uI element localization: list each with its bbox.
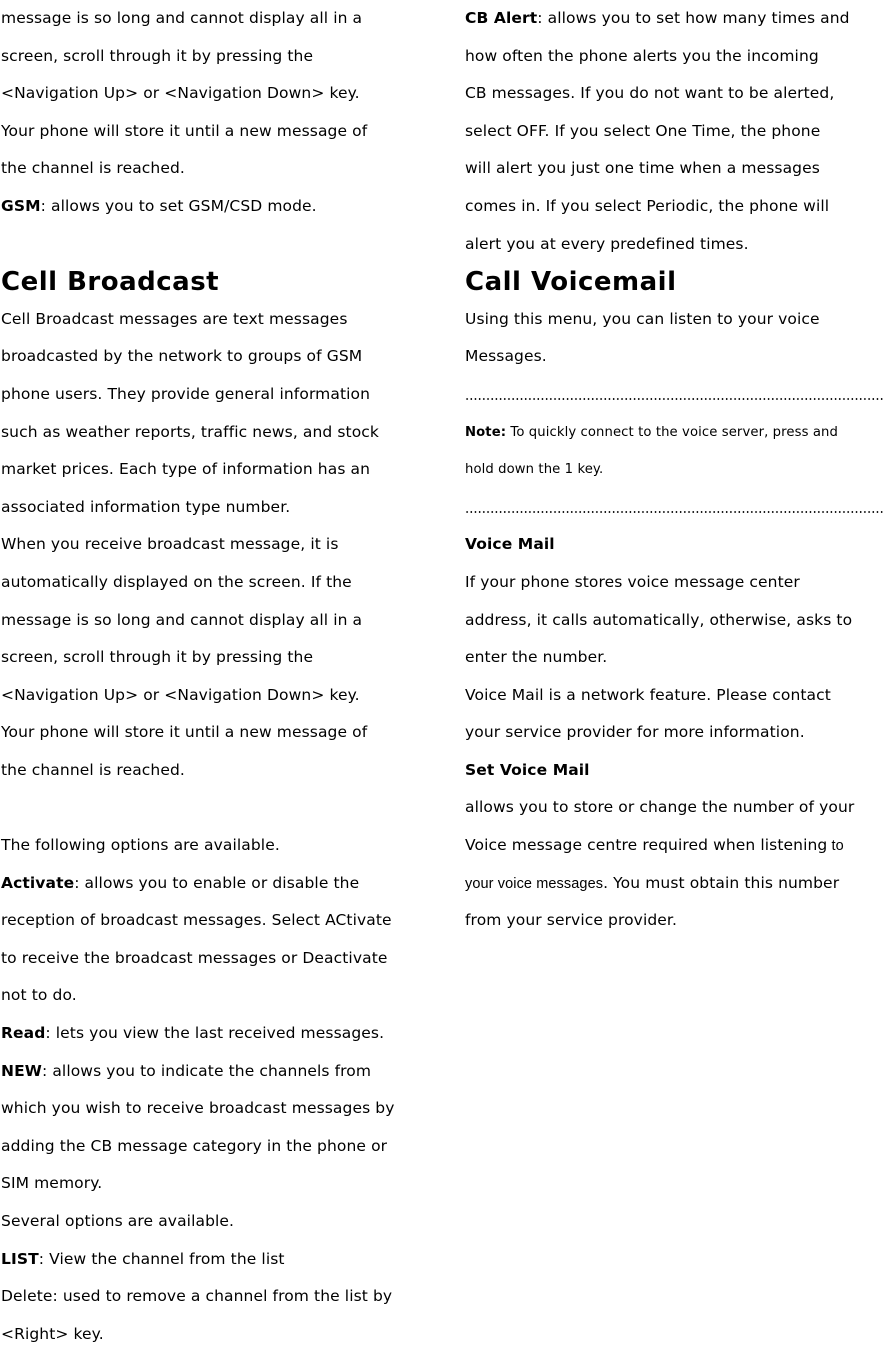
body-line: <Navigation Up> or <Navigation Down> key. [1,685,360,704]
body-line: such as weather reports, traffic news, and stock [1,422,379,441]
body-line: Your phone will store it until a new message of [1,121,368,140]
gsm-line [1,188,431,226]
cell-broadcast-heading: Cell Broadcast [1,267,220,298]
set-voice-mail-text-tail: to [827,838,844,855]
body-line: enter the number. [465,648,608,667]
note-line-2: hold down the 1 key. [465,462,604,478]
spacer [1,789,431,827]
body-line: adding the CB message category in the phone or [1,1136,388,1155]
list-term: LIST [1,1249,39,1268]
body-line: Delete: used to remove a channel from the list by [1,1287,393,1306]
body-line: which you wish to receive broadcast messages by [1,1099,395,1118]
right-column [465,0,884,940]
note-text: To quickly connect to the voice server, press and [506,424,838,440]
new-line [1,1053,431,1091]
body-line: allows you to store or change the number of your [465,798,855,817]
read-term: Read [1,1024,46,1043]
cb-alert-text: : allows you to set how many times and [537,9,850,27]
body-line: broadcasted by the network to groups of GSM [1,347,363,366]
body-line: the channel is reached. [1,159,185,178]
new-text: : allows you to indicate the channels from [41,1061,372,1080]
body-line: Your phone will store it until a new message of [1,723,368,742]
set-voice-mail-heading [465,752,884,790]
activate-term: Activate [1,873,75,892]
body-line: message is so long and cannot display all in a [1,9,363,27]
body-line: Several options are available. [1,1212,235,1230]
note-line [465,414,884,452]
body-line: screen, scroll through it by pressing the [1,46,314,65]
new-term: NEW [1,1061,42,1080]
body-line: SIM memory. [1,1174,103,1193]
activate-line [1,865,431,903]
options-intro: The following options are available. [1,836,280,855]
set-voice-mail-text: Voice message centre required when listening [465,836,828,855]
gsm-term: GSM [1,196,41,215]
dotted-divider [465,489,884,527]
dotted-divider [465,376,884,414]
body-line: Using this menu, you can listen to your voice [465,309,820,328]
body-line: market prices. Each type of information has an [1,460,371,479]
list-text: : View the channel from the list [38,1249,285,1268]
body-line: associated information type number. [1,497,291,516]
voice-mail-heading-text: Voice Mail [465,535,555,554]
activate-text: : allows you to enable or disable the [74,873,360,892]
read-text: : lets you view the last received messages. [45,1024,385,1043]
body-line: Voice Mail is a network feature. Please contact [465,685,831,704]
body-line: to receive the broadcast messages or Deactivate [1,948,388,967]
body-line: automatically displayed on the screen. If the [1,572,352,591]
cb-alert-line [465,0,884,38]
body-line: message is so long and cannot display all in a [1,610,363,629]
body-line: Cell Broadcast messages are text messages [1,309,348,328]
voice-mail-heading [465,526,884,564]
gsm-text: : allows you to set GSM/CSD mode. [40,196,317,215]
body-line: from your service provider. [465,911,678,930]
body-line: the channel is reached. [1,760,185,779]
body-line: Messages. [465,347,547,366]
body-line: CB messages. If you do not want to be alerted, [465,84,835,103]
body-line: will alert you just one time when a messages [465,159,820,178]
set-voice-mail-text: . You must obtain this number [603,873,840,892]
body-line: phone users. They provide general information [1,384,371,403]
body-line: not to do. [1,986,77,1005]
body-line: address, it calls automatically, otherwise, asks to [465,610,853,629]
body-line: If your phone stores voice message center [465,572,800,591]
set-voice-mail-fragment: your voice messages [465,875,604,892]
body-line: alert you at every predefined times. [465,234,749,253]
left-column [1,0,431,1353]
call-voicemail-heading: Call Voicemail [465,267,677,298]
body-line [465,865,884,903]
body-line: your service provider for more information. [465,723,805,742]
body-line: how often the phone alerts you the incoming [465,46,819,65]
list-line [1,1241,431,1279]
spacer [1,226,431,264]
read-line [1,1015,431,1053]
body-line: When you receive broadcast message, it is [1,535,339,554]
body-line: reception of broadcast messages. Select ACtivate [1,911,392,930]
note-label: Note: [465,424,507,440]
body-line [465,827,884,865]
body-line: <Right> key. [1,1324,104,1343]
body-line: screen, scroll through it by pressing the [1,648,314,667]
body-line: comes in. If you select Periodic, the phone will [465,196,830,215]
cb-alert-term: CB Alert [465,9,538,27]
body-line: select OFF. If you select One Time, the phone [465,121,821,140]
body-line: <Navigation Up> or <Navigation Down> key. [1,84,360,103]
set-voice-mail-heading-text: Set Voice Mail [465,760,590,779]
